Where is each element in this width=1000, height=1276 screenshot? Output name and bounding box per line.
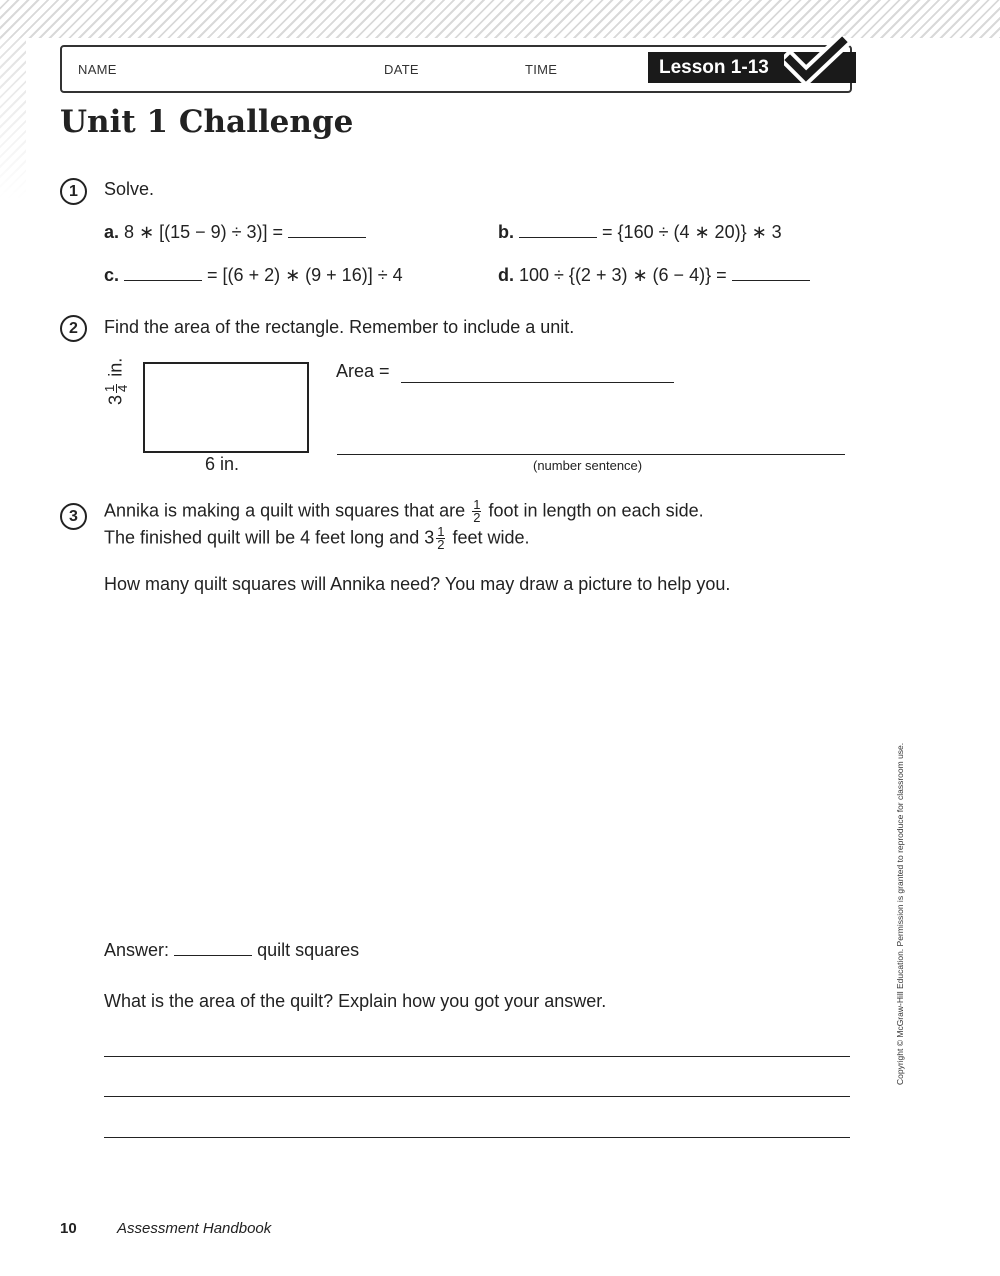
part-d-answer-blank[interactable] — [732, 279, 810, 281]
q2-prompt: Find the area of the rectangle. Remember to include a unit. — [104, 317, 575, 337]
q1-part-d — [498, 265, 810, 286]
time-label: TIME — [525, 62, 558, 77]
q3-answer-row — [104, 940, 359, 961]
height-unit: in. — [105, 357, 126, 377]
part-c-label: c. — [104, 265, 120, 285]
part-a-label: a. — [104, 222, 120, 242]
lesson-badge: Lesson 1-13 — [648, 52, 856, 83]
part-b-expression: = {160 ÷ (4 ∗ 20)} ∗ 3 — [602, 222, 782, 242]
page-title: Unit 1 Challenge — [60, 104, 354, 140]
q1-part-c — [104, 265, 403, 286]
part-a-expression: 8 ∗ [(15 − 9) ÷ 3)] = — [124, 222, 284, 242]
checkmark-icon — [784, 36, 850, 84]
date-label: DATE — [384, 62, 419, 77]
explanation-line-3[interactable] — [104, 1137, 850, 1138]
q3-line1-numerator: 1 — [473, 497, 481, 512]
explanation-line-1[interactable] — [104, 1056, 850, 1057]
height-numerator: 1 — [102, 384, 117, 392]
q3-line2-numerator: 1 — [437, 524, 445, 539]
q3-question: How many quilt squares will Annika need? You may draw a picture to help you. — [104, 574, 731, 594]
q3-line-1 — [104, 499, 704, 524]
book-title: Assessment Handbook — [117, 1220, 272, 1237]
number-sentence-line[interactable] — [337, 454, 845, 455]
q3-line2-text: The finished quilt will be 4 feet long and 3 — [104, 527, 435, 548]
rectangle-width-label: 6 in. — [205, 454, 240, 474]
q1-part-b — [498, 222, 782, 243]
answer-blank[interactable] — [174, 954, 252, 956]
q3-line1-text: Annika is making a quilt with squares that are — [104, 500, 466, 521]
q3-line1-text-end: foot in length on each side. — [488, 500, 704, 521]
q3-line1-denominator: 2 — [473, 510, 481, 525]
height-denominator: 4 — [115, 384, 130, 392]
rectangle-figure — [143, 362, 309, 453]
explanation-line-2[interactable] — [104, 1096, 850, 1097]
answer-unit: quilt squares — [257, 940, 360, 960]
q3-line1-fraction — [472, 499, 481, 524]
part-b-answer-blank[interactable] — [519, 236, 597, 238]
question-number-2: 2 — [60, 315, 87, 342]
part-d-expression: 100 ÷ {(2 + 3) ∗ (6 − 4)} = — [519, 265, 727, 285]
part-c-expression: = [(6 + 2) ∗ (9 + 16)] ÷ 4 — [207, 265, 403, 285]
q1-prompt: Solve. — [104, 179, 155, 199]
area-answer-line[interactable] — [401, 382, 674, 383]
part-c-answer-blank[interactable] — [124, 279, 202, 281]
header-hatch-band — [0, 0, 1000, 38]
part-b-label: b. — [498, 222, 514, 242]
q3-line2-fraction — [436, 526, 445, 551]
q3-line2-text-end: feet wide. — [452, 527, 530, 548]
area-label: Area = — [336, 361, 390, 381]
number-sentence-caption: (number sentence) — [533, 458, 643, 473]
answer-label: Answer: — [104, 940, 170, 960]
copyright-notice: Copyright © McGraw-Hill Education. Permission is granted to reproduce for classroom use. — [895, 742, 905, 1085]
q1-part-a — [104, 222, 366, 243]
page-number: 10 — [60, 1220, 77, 1237]
q3-line-2 — [104, 526, 530, 551]
part-a-answer-blank[interactable] — [288, 236, 366, 238]
height-fraction — [104, 384, 129, 393]
q3-line2-denominator: 2 — [437, 537, 445, 552]
left-hatch-band — [0, 0, 26, 200]
height-whole: 3 — [105, 394, 126, 405]
name-label: NAME — [78, 62, 117, 77]
q3-followup: What is the area of the quilt? Explain how you got your answer. — [104, 991, 607, 1011]
question-number-3: 3 — [60, 503, 87, 530]
rectangle-height-label — [104, 358, 129, 405]
question-number-1: 1 — [60, 178, 87, 205]
part-d-label: d. — [498, 265, 514, 285]
